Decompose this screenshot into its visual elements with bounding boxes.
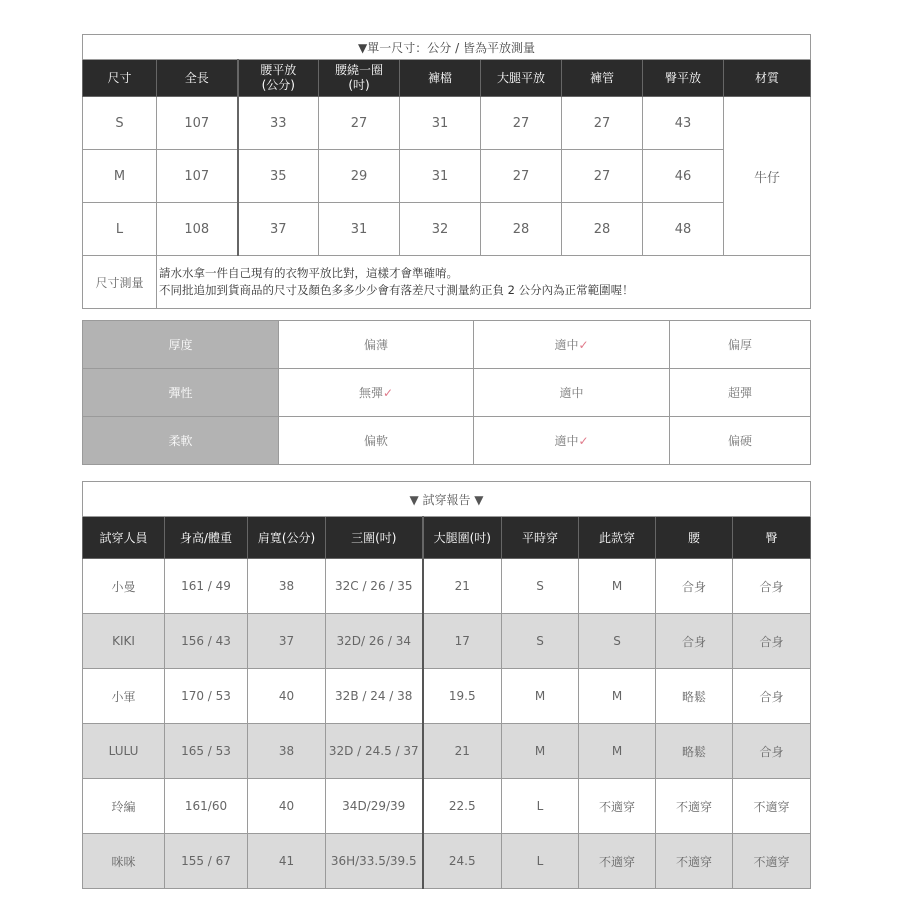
table-cell: 17	[423, 614, 502, 669]
table-cell: 32C / 26 / 35	[326, 559, 423, 614]
waist-around-header-text: 腰繞一圈 (吋)	[334, 63, 383, 92]
table-cell: S	[502, 614, 579, 669]
table-cell: 21	[423, 724, 502, 779]
size-row-s	[83, 97, 811, 150]
table-row	[83, 834, 811, 889]
size-cell: 37	[238, 203, 319, 256]
size-note-line-2: 不同批追加到貨商品的尺寸及顏色多多少少會有落差尺寸測量約正負 2 公分內為正常範圍喔！	[159, 283, 634, 297]
tester-name: 咪咪	[83, 834, 165, 889]
table-cell: M	[579, 724, 656, 779]
table-cell: 170 / 53	[165, 669, 248, 724]
size-cell: 107	[157, 97, 238, 150]
table-cell: M	[502, 724, 579, 779]
softness-option	[670, 417, 811, 465]
size-cell: 31	[400, 150, 481, 203]
table-cell: 不適穿	[733, 834, 811, 889]
table-cell: 不適穿	[579, 779, 656, 834]
option-text: 適中	[554, 338, 579, 352]
size-cell: 28	[562, 203, 643, 256]
size-cell: S	[83, 97, 157, 150]
tester-name: 玲編	[83, 779, 165, 834]
height-weight-header: 身高/體重	[165, 517, 248, 559]
size-cell: 31	[400, 97, 481, 150]
table-cell: 156 / 43	[165, 614, 248, 669]
table-cell: 不適穿	[733, 779, 811, 834]
table-cell: 38	[248, 724, 326, 779]
tester-name: LULU	[83, 724, 165, 779]
size-cell: 29	[319, 150, 400, 203]
thigh-header: 大腿平放	[481, 60, 562, 97]
size-note-label: 尺寸測量	[83, 256, 157, 309]
table-cell: L	[502, 779, 579, 834]
tester-name: 小軍	[83, 669, 165, 724]
size-cell: 108	[157, 203, 238, 256]
rise-header: 褲檔	[400, 60, 481, 97]
thickness-option	[670, 321, 811, 369]
table-cell: 略鬆	[656, 724, 733, 779]
table-cell: 41	[248, 834, 326, 889]
tester-name: KIKI	[83, 614, 165, 669]
softness-label: 柔軟	[83, 417, 279, 465]
table-cell: M	[502, 669, 579, 724]
table-cell: 36H/33.5/39.5	[326, 834, 423, 889]
waist-flat-header-text: 腰平放 (公分)	[260, 63, 297, 92]
option-text: 超彈	[727, 386, 752, 400]
table-row	[83, 614, 811, 669]
size-cell: 27	[562, 97, 643, 150]
size-cell: 48	[643, 203, 724, 256]
table-cell: 34D/29/39	[326, 779, 423, 834]
tester-header: 試穿人員	[83, 517, 165, 559]
table-cell: 不適穿	[656, 779, 733, 834]
table-cell: 合身	[733, 669, 811, 724]
size-cell: 27	[481, 97, 562, 150]
size-cell: 107	[157, 150, 238, 203]
elasticity-label: 彈性	[83, 369, 279, 417]
table-cell: 38	[248, 559, 326, 614]
table-cell: M	[579, 559, 656, 614]
table-cell: S	[579, 614, 656, 669]
option-text: 偏軟	[363, 434, 388, 448]
table-cell: 37	[248, 614, 326, 669]
size-chart-table	[82, 34, 811, 309]
softness-option	[279, 417, 474, 465]
table-cell: 合身	[656, 614, 733, 669]
option-text: 適中	[554, 434, 579, 448]
shoulder-header: 肩寬(公分)	[248, 517, 326, 559]
size-cell: 27	[481, 150, 562, 203]
table-cell: 165 / 53	[165, 724, 248, 779]
table-cell: 合身	[733, 724, 811, 779]
elasticity-option	[474, 369, 670, 417]
table-row	[83, 669, 811, 724]
check-icon: ✓	[578, 434, 589, 448]
table-cell: 22.5	[423, 779, 502, 834]
size-cell: L	[83, 203, 157, 256]
table-cell: 21	[423, 559, 502, 614]
table-cell: 40	[248, 669, 326, 724]
fitting-report-caption: ▼ 試穿報告 ▼	[83, 482, 811, 517]
size-cell: 33	[238, 97, 319, 150]
option-text: 偏薄	[363, 338, 388, 352]
material-cell: 牛仔	[724, 97, 811, 256]
usual-size-header: 平時穿	[502, 517, 579, 559]
table-row	[83, 724, 811, 779]
this-style-size-header: 此款穿	[579, 517, 656, 559]
thickness-label: 厚度	[83, 321, 279, 369]
table-cell: 161/60	[165, 779, 248, 834]
table-cell: 19.5	[423, 669, 502, 724]
table-cell: 24.5	[423, 834, 502, 889]
softness-row	[83, 417, 811, 465]
material-header: 材質	[724, 60, 811, 97]
waist-fit-header: 腰	[656, 517, 733, 559]
size-row-m	[83, 150, 811, 203]
check-icon: ✓	[382, 386, 394, 400]
table-cell: 32B / 24 / 38	[326, 669, 423, 724]
size-note-line-1: 請水水拿一件自己現有的衣物平放比對，這樣才會準確唷。	[159, 266, 458, 280]
size-cell: 35	[238, 150, 319, 203]
elasticity-row	[83, 369, 811, 417]
size-note	[157, 256, 811, 309]
elasticity-option	[279, 369, 474, 417]
measurements-header: 三圍(吋)	[326, 517, 423, 559]
option-text: 偏厚	[727, 338, 752, 352]
table-cell: 不適穿	[579, 834, 656, 889]
size-cell: M	[83, 150, 157, 203]
table-cell: 合身	[733, 559, 811, 614]
table-cell: 40	[248, 779, 326, 834]
table-cell: 32D / 24.5 / 37	[326, 724, 423, 779]
size-cell: 28	[481, 203, 562, 256]
fabric-feel-table	[82, 320, 811, 465]
tester-name: 小曼	[83, 559, 165, 614]
option-text: 無彈	[358, 386, 383, 400]
table-cell: S	[502, 559, 579, 614]
thickness-option	[474, 321, 670, 369]
table-cell: 略鬆	[656, 669, 733, 724]
hip-header: 臀平放	[643, 60, 724, 97]
thigh-header: 大腿圍(吋)	[423, 517, 502, 559]
elasticity-option	[670, 369, 811, 417]
table-cell: L	[502, 834, 579, 889]
size-row-l	[83, 203, 811, 256]
table-cell: 不適穿	[656, 834, 733, 889]
size-cell: 31	[319, 203, 400, 256]
option-text: 適中	[559, 386, 584, 400]
softness-option	[474, 417, 670, 465]
table-cell: 合身	[656, 559, 733, 614]
hip-fit-header: 臀	[733, 517, 811, 559]
thickness-option	[279, 321, 474, 369]
table-cell: 32D/ 26 / 34	[326, 614, 423, 669]
size-chart-caption: ▼單一尺寸：公分 / 皆為平放測量	[83, 35, 811, 60]
size-header: 尺寸	[83, 60, 157, 97]
size-cell: 43	[643, 97, 724, 150]
fitting-report-table	[82, 481, 811, 889]
table-row	[83, 559, 811, 614]
waist-around-header	[319, 60, 400, 97]
hem-header: 褲管	[562, 60, 643, 97]
size-cell: 27	[319, 97, 400, 150]
length-header: 全長	[157, 60, 238, 97]
option-text: 偏硬	[727, 434, 752, 448]
thickness-row	[83, 321, 811, 369]
table-cell: 161 / 49	[165, 559, 248, 614]
size-cell: 27	[562, 150, 643, 203]
table-cell: 155 / 67	[165, 834, 248, 889]
size-cell: 46	[643, 150, 724, 203]
size-cell: 32	[400, 203, 481, 256]
waist-flat-header	[238, 60, 319, 97]
table-cell: M	[579, 669, 656, 724]
table-cell: 合身	[733, 614, 811, 669]
table-row	[83, 779, 811, 834]
check-icon: ✓	[578, 338, 589, 352]
